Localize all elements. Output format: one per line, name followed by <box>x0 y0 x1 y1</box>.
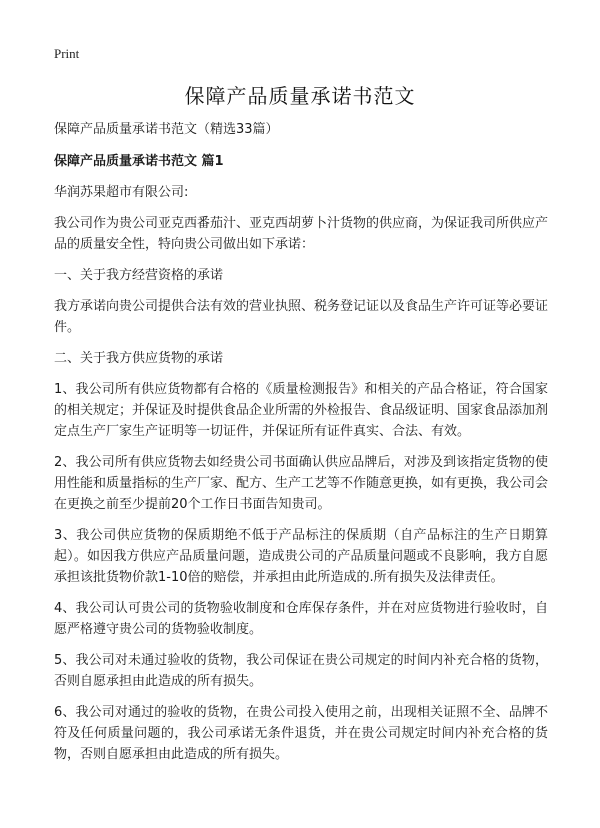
goods-item-2: 2、我公司所有供应货物去如经贵公司书面确认供应品牌后，对涉及到该指定货物的使用性能和质量指标的生产厂家、配方、生产工艺等不作随意更换，如有更换，我公司会在更换之前至少提前20个工作日书面告知贵司。 <box>54 455 549 512</box>
document-subtitle: 保障产品质量承诺书范文（精选33篇） <box>54 122 279 137</box>
print-label[interactable]: Print <box>54 46 80 61</box>
goods-item-3: 3、我公司供应货物的保质期绝不低于产品标注的保质期（自产品标注的生产日期算起）。如因我方供应产品质量问题，造成贵公司的产品质量问题或不良影响，我方自愿承担该批货物价款1-10倍的赔偿，并承担由此所造成的.所有损失及法律责任。 <box>54 528 548 585</box>
document-title: 保障产品质量承诺书范文 <box>184 84 416 108</box>
document-body <box>54 120 548 775</box>
addressee: 华润苏果超市有限公司: <box>54 185 189 200</box>
qualification-paragraph: 我方承诺向贵公司提供合法有效的营业执照、税务登记证以及食品生产许可证等必要证件。 <box>54 299 549 335</box>
clause-heading-goods: 二、关于我方供应货物的承诺 <box>54 351 224 366</box>
goods-item-5: 5、我公司对未通过验收的货物，我公司保证在贵公司规定的时间内补充合格的货物，否则自愿承担由此造成的所有损失。 <box>54 653 548 689</box>
goods-item-1: 1、我公司所有供应货物都有合格的《质量检测报告》和相关的产品合格证，符合国家的相关规定；并保证及时提供食品企业所需的外检报告、食品级证明、国家食品添加剂定点生产厂家生产证明等一切证件，并保证所有证件真实、合法、有效。 <box>54 382 549 439</box>
goods-item-4: 4、我公司认可贵公司的货物验收制度和仓库保存条件，并在对应货物进行验收时，自愿严格遵守贵公司的货物验收制度。 <box>54 601 548 637</box>
intro-paragraph: 我公司作为贵公司亚克西番茄汁、亚克西胡萝卜汁货物的供应商，为保证我司所供应产品的质量安全性，特向贵公司做出如下承诺： <box>54 216 549 252</box>
clause-heading-qualification: 一、关于我方经营资格的承诺 <box>54 268 224 283</box>
section-heading: 保障产品质量承诺书范文 篇1 <box>54 154 224 169</box>
goods-item-6: 6、我公司对通过的验收的货物，在贵公司投入使用之前，出现相关证照不全、品牌不符及任何质量问题的，我公司承诺无条件退货，并在贵公司规定时间内补充合格的货物，否则自愿承担由此造成的所有损失。 <box>54 705 548 762</box>
